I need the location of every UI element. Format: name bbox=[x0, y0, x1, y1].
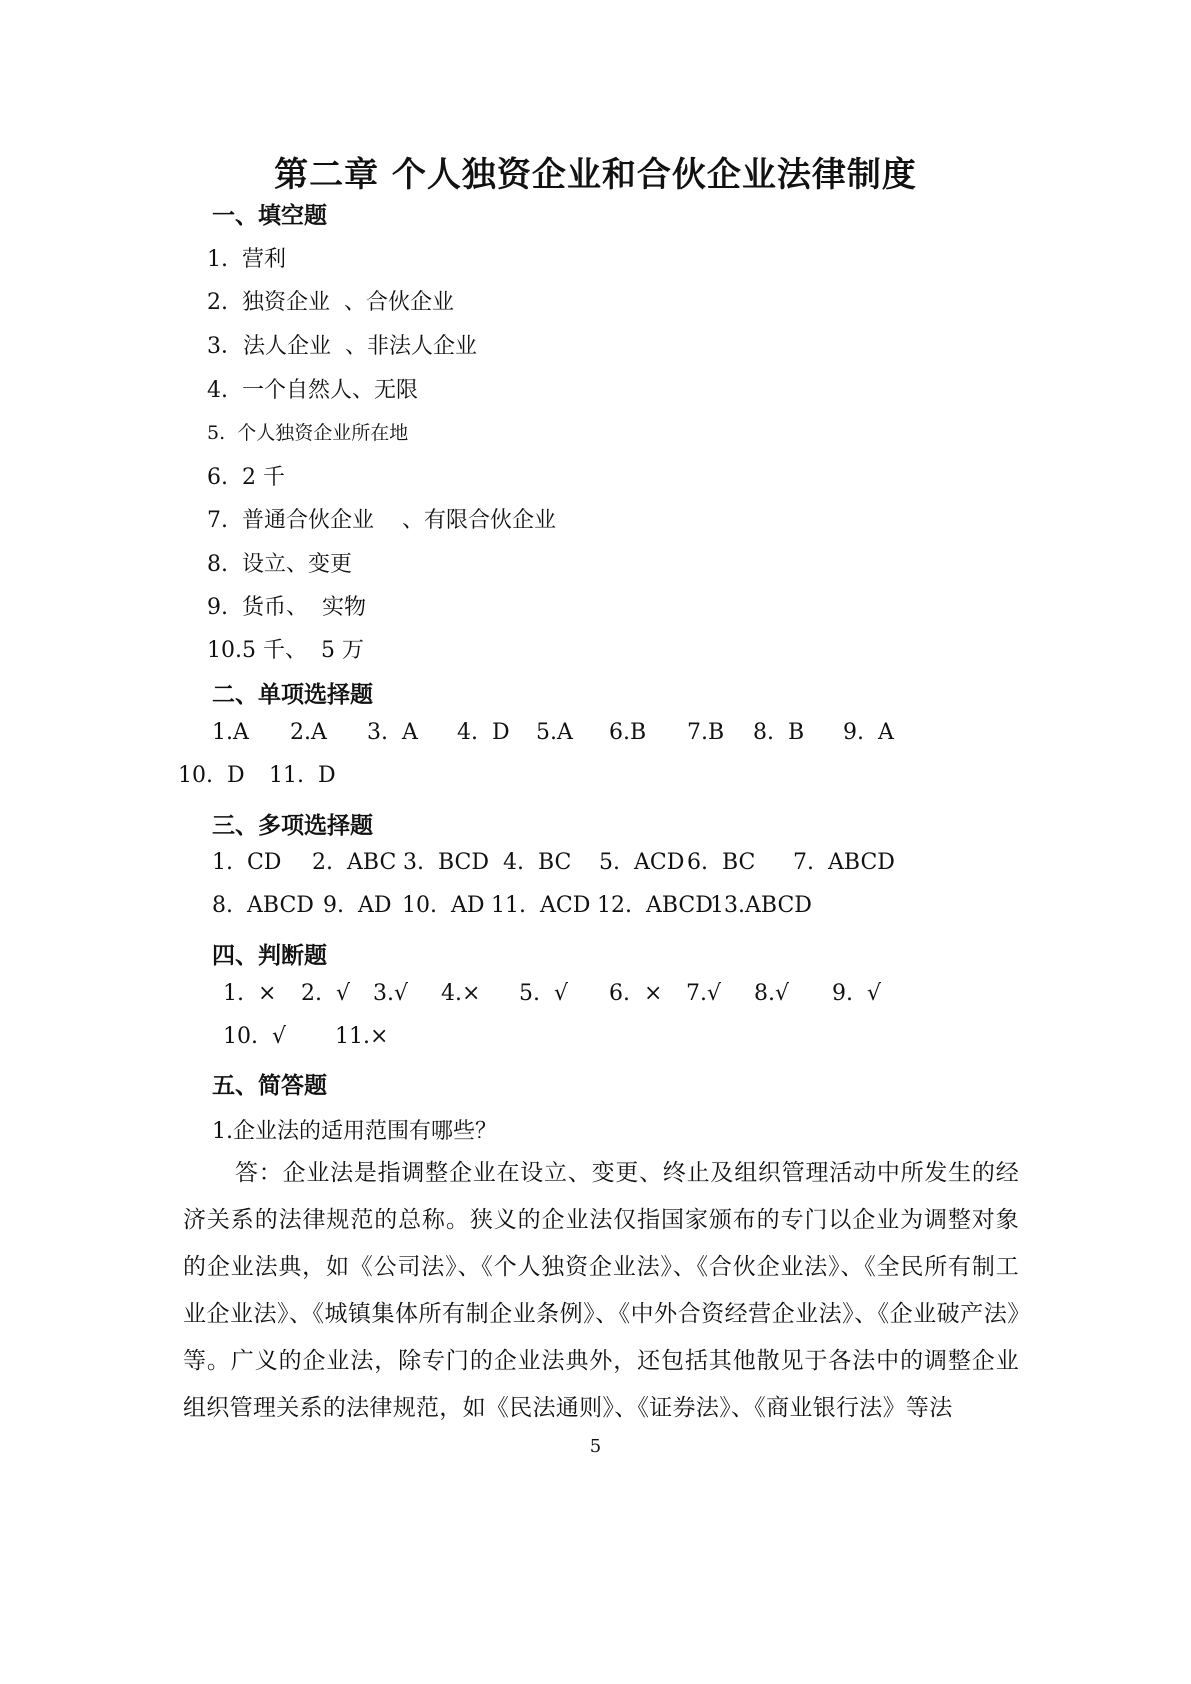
true-false-answer: 3.√ bbox=[373, 981, 409, 1006]
multi-choice-answer: 9. AD bbox=[323, 893, 392, 918]
fill-blank-item: 10.5 千、 5 万 bbox=[207, 638, 364, 663]
fill-blank-item: 4. 一个自然人、无限 bbox=[207, 378, 418, 403]
single-choice-answer: 5.A bbox=[536, 720, 573, 745]
fill-blank-item: 2. 独资企业 、合伙企业 bbox=[207, 290, 454, 315]
multi-choice-answer: 1. CD bbox=[212, 850, 282, 875]
single-choice-answer: 4. D bbox=[457, 720, 510, 745]
single-choice-answer: 8. B bbox=[753, 720, 805, 745]
section-heading-single-choice: 二、单项选择题 bbox=[212, 682, 373, 708]
fill-blank-item: 9. 货币、 实物 bbox=[207, 595, 366, 620]
single-choice-answer: 7.B bbox=[687, 720, 725, 745]
true-false-answer: 9. √ bbox=[832, 981, 881, 1006]
single-choice-answer: 10. D bbox=[178, 763, 245, 788]
multi-choice-answer: 4. BC bbox=[503, 850, 572, 875]
true-false-answer: 10. √ bbox=[223, 1024, 286, 1049]
true-false-answer: 2. √ bbox=[301, 981, 350, 1006]
true-false-answer: 11.× bbox=[335, 1024, 389, 1049]
page-title: 第二章 个人独资企业和合伙企业法律制度 bbox=[274, 155, 917, 195]
multi-choice-answer: 10. AD bbox=[402, 893, 485, 918]
multi-choice-answer: 3. BCD bbox=[403, 850, 490, 875]
true-false-answer: 8.√ bbox=[754, 981, 790, 1006]
multi-choice-answer: 13.ABCD bbox=[710, 893, 812, 918]
multi-choice-answer: 2. ABC bbox=[312, 850, 397, 875]
multi-choice-answer: 8. ABCD bbox=[212, 893, 314, 918]
page-number: 5 bbox=[589, 1436, 602, 1457]
fill-blank-item: 7. 普通合伙企业 、有限合伙企业 bbox=[207, 508, 556, 533]
section-heading-fill-blank: 一、填空题 bbox=[212, 203, 327, 229]
multi-choice-answer: 5. ACD bbox=[599, 850, 685, 875]
true-false-answer: 6. × bbox=[609, 981, 663, 1006]
fill-blank-item: 3．法人企业 、非法人企业 bbox=[207, 334, 477, 359]
true-false-answer: 4.× bbox=[441, 981, 481, 1006]
multi-choice-answer: 7. ABCD bbox=[793, 850, 895, 875]
single-choice-answer: 1.A bbox=[212, 720, 249, 745]
fill-blank-item: 8. 设立、变更 bbox=[207, 552, 352, 577]
section-heading-short-answer: 五、简答题 bbox=[212, 1073, 327, 1099]
true-false-answer: 1. × bbox=[223, 981, 277, 1006]
short-answer-question: 1.企业法的适用范围有哪些？ bbox=[212, 1119, 497, 1144]
multi-choice-answer: 12. ABCD bbox=[597, 893, 713, 918]
true-false-answer: 5. √ bbox=[519, 981, 568, 1006]
short-answer-body: 答：企业法是指调整企业在设立、变更、终止及组织管理活动中所发生的经济关系的法律规范的总称。狭义的企业法仅指国家颁布的专门以企业为调整对象的企业法典，如《公司法》、《个人独资企业法》、《合伙企业法》、《全民所有制工业企业法》、《城镇集体所有制企业条例》、《中外合资经营企业法》、《企业破产法》等。广义的企业法，除专门的企业法典外，还包括其他散见于各法中的调整企业组织管理关系的法律规范，如《民法通则》、《证券法》、《商业银行法》等法 bbox=[183, 1160, 1019, 1421]
single-choice-answer: 2.A bbox=[290, 720, 327, 745]
fill-blank-item: 1. 营利 bbox=[207, 247, 286, 272]
multi-choice-answer: 11. ACD bbox=[491, 893, 591, 918]
fill-blank-item: 6. 2 千 bbox=[207, 465, 285, 490]
section-heading-true-false: 四、判断题 bbox=[212, 943, 327, 969]
single-choice-answer: 9. A bbox=[843, 720, 894, 745]
multi-choice-answer: 6. BC bbox=[687, 850, 756, 875]
section-heading-multi-choice: 三、多项选择题 bbox=[212, 813, 373, 839]
single-choice-answer: 11. D bbox=[269, 763, 336, 788]
true-false-answer: 7.√ bbox=[686, 981, 722, 1006]
single-choice-answer: 6.B bbox=[609, 720, 647, 745]
single-choice-answer: 3. A bbox=[367, 720, 418, 745]
fill-blank-item: 5. 个人独资企业所在地 bbox=[207, 422, 409, 444]
